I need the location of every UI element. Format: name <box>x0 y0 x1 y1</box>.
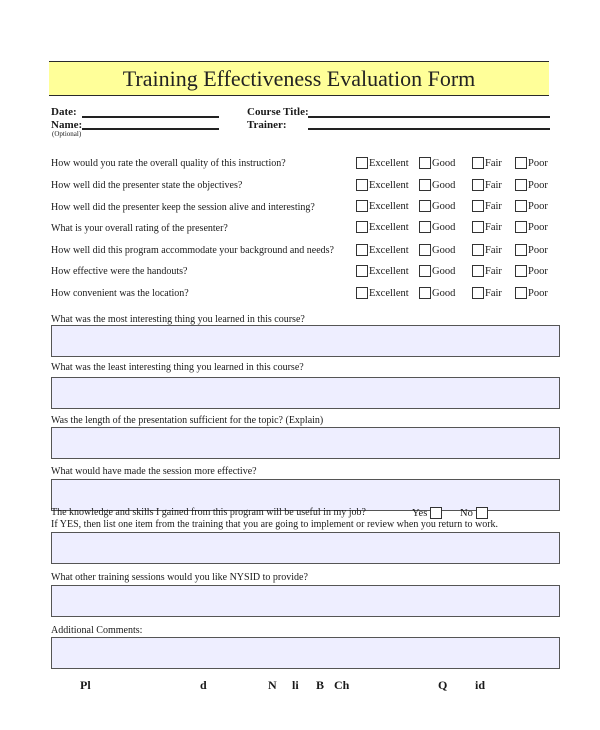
other-sessions-input[interactable] <box>51 585 560 617</box>
poor-option[interactable]: Poor <box>515 179 548 191</box>
checkbox[interactable] <box>515 287 527 299</box>
excellent-option[interactable]: Excellent <box>356 287 409 299</box>
good-option[interactable]: Good <box>419 265 455 277</box>
poor-option[interactable]: Poor <box>515 244 548 256</box>
checkbox[interactable] <box>356 200 368 212</box>
checkbox[interactable] <box>515 265 527 277</box>
open-question-label: What would have made the session more effective? <box>51 466 257 477</box>
trainer-label: Trainer: <box>247 119 287 131</box>
rating-question: What is your overall rating of the presenter? <box>51 223 228 234</box>
checkbox[interactable] <box>515 244 527 256</box>
checkbox[interactable] <box>356 179 368 191</box>
checkbox[interactable] <box>472 221 484 233</box>
presentation-length-input[interactable] <box>51 427 560 459</box>
checkbox[interactable] <box>472 200 484 212</box>
excellent-option[interactable]: Excellent <box>356 200 409 212</box>
good-option[interactable]: Good <box>419 221 455 233</box>
optional-note: (Optional) <box>52 130 82 138</box>
implement-item-question: If YES, then list one item from the training that you are going to implement or review when you return to work. <box>51 519 499 530</box>
useful-in-job-question: The knowledge and skills I gained from this program will be useful in my job? <box>51 507 366 518</box>
checkbox[interactable] <box>419 157 431 169</box>
checkbox[interactable] <box>419 265 431 277</box>
date-field[interactable] <box>82 116 219 118</box>
yes-option[interactable]: Yes <box>412 507 443 519</box>
fair-option[interactable]: Fair <box>472 244 502 256</box>
rating-question: How would you rate the overall quality of this instruction? <box>51 158 286 169</box>
checkbox[interactable] <box>419 244 431 256</box>
fair-option[interactable]: Fair <box>472 265 502 277</box>
checkbox[interactable] <box>356 221 368 233</box>
least-interesting-input[interactable] <box>51 377 560 409</box>
excellent-option[interactable]: Excellent <box>356 265 409 277</box>
good-option[interactable]: Good <box>419 179 455 191</box>
poor-option[interactable]: Poor <box>515 157 548 169</box>
poor-option[interactable]: Poor <box>515 221 548 233</box>
checkbox[interactable] <box>419 221 431 233</box>
excellent-option[interactable]: Excellent <box>356 157 409 169</box>
excellent-option[interactable]: Excellent <box>356 179 409 191</box>
most-interesting-input[interactable] <box>51 325 560 357</box>
implement-item-input[interactable] <box>51 532 560 564</box>
checkbox[interactable] <box>419 287 431 299</box>
checkbox[interactable] <box>472 244 484 256</box>
fair-option[interactable]: Fair <box>472 221 502 233</box>
excellent-option[interactable]: Excellent <box>356 221 409 233</box>
no-option[interactable]: No <box>460 507 489 519</box>
rating-question: How effective were the handouts? <box>51 266 188 277</box>
excellent-option[interactable]: Excellent <box>356 244 409 256</box>
footer-instruction-cropped: Pl d N li B Ch Q id <box>80 678 486 692</box>
rating-question: How well did the presenter state the objectives? <box>51 180 243 191</box>
checkbox[interactable] <box>356 265 368 277</box>
good-option[interactable]: Good <box>419 244 455 256</box>
good-option[interactable]: Good <box>419 287 455 299</box>
trainer-field[interactable] <box>308 128 550 130</box>
poor-option[interactable]: Poor <box>515 200 548 212</box>
checkbox[interactable] <box>515 179 527 191</box>
checkbox[interactable] <box>472 287 484 299</box>
checkbox[interactable] <box>472 179 484 191</box>
checkbox[interactable] <box>356 157 368 169</box>
fair-option[interactable]: Fair <box>472 200 502 212</box>
course-title-label: Course Title: <box>247 106 309 118</box>
course-title-field[interactable] <box>308 116 550 118</box>
no-checkbox[interactable] <box>476 507 488 519</box>
name-field[interactable] <box>82 128 219 130</box>
additional-comments-input[interactable] <box>51 637 560 669</box>
name-label: Name: <box>51 119 83 131</box>
rating-question: How well did the presenter keep the session alive and interesting? <box>51 202 315 213</box>
checkbox[interactable] <box>419 200 431 212</box>
fair-option[interactable]: Fair <box>472 179 502 191</box>
poor-option[interactable]: Poor <box>515 265 548 277</box>
date-label: Date: <box>51 106 77 118</box>
checkbox[interactable] <box>515 221 527 233</box>
open-question-label: What other training sessions would you like NYSID to provide? <box>51 572 308 583</box>
good-option[interactable]: Good <box>419 200 455 212</box>
yes-checkbox[interactable] <box>430 507 442 519</box>
checkbox[interactable] <box>472 157 484 169</box>
checkbox[interactable] <box>515 157 527 169</box>
open-question-label: Was the length of the presentation sufficient for the topic? (Explain) <box>51 415 324 426</box>
open-question-label: What was the most interesting thing you learned in this course? <box>51 314 305 325</box>
open-question-label: What was the least interesting thing you learned in this course? <box>51 362 304 373</box>
checkbox[interactable] <box>472 265 484 277</box>
checkbox[interactable] <box>515 200 527 212</box>
form-title: Training Effectiveness Evaluation Form <box>49 61 549 96</box>
additional-comments-label: Additional Comments: <box>51 625 143 636</box>
good-option[interactable]: Good <box>419 157 455 169</box>
rating-question: How convenient was the location? <box>51 288 189 299</box>
fair-option[interactable]: Fair <box>472 287 502 299</box>
fair-option[interactable]: Fair <box>472 157 502 169</box>
checkbox[interactable] <box>356 244 368 256</box>
checkbox[interactable] <box>356 287 368 299</box>
checkbox[interactable] <box>419 179 431 191</box>
rating-question: How well did this program accommodate your background and needs? <box>51 245 334 256</box>
poor-option[interactable]: Poor <box>515 287 548 299</box>
